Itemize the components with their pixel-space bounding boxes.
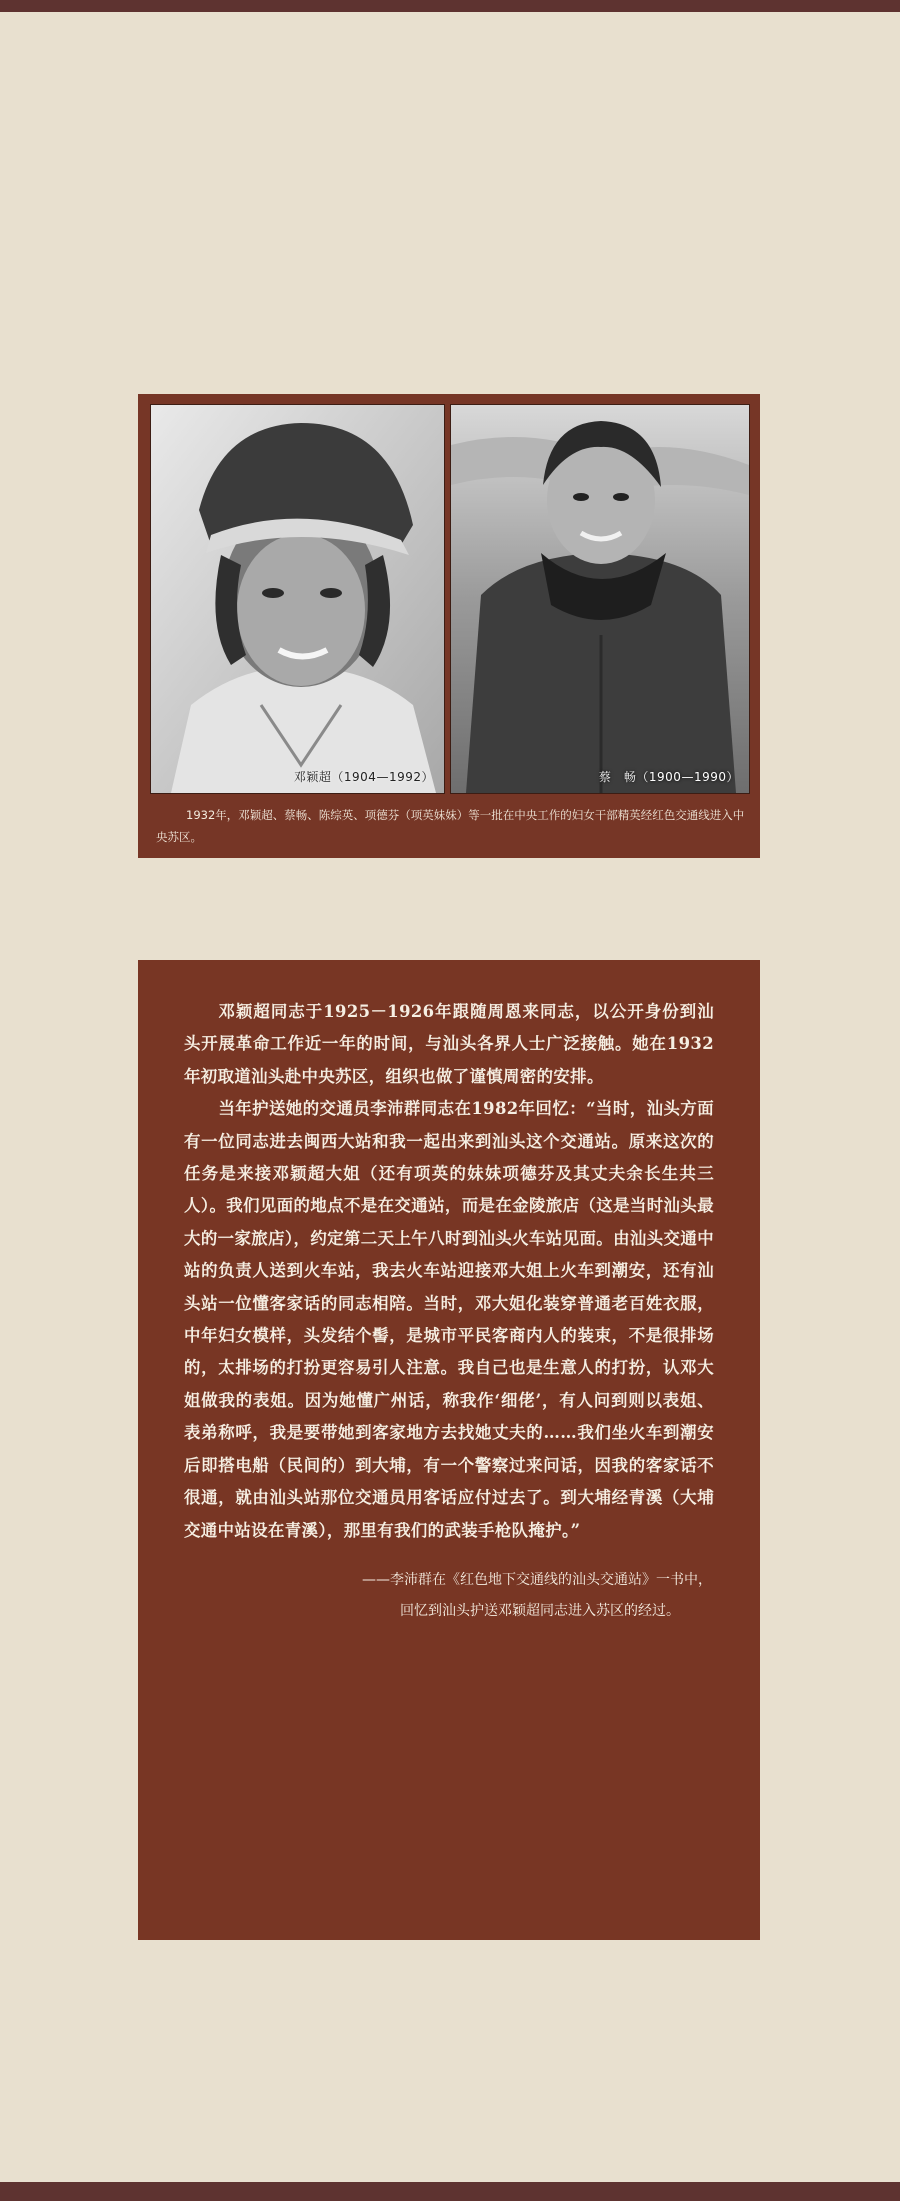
source-line: 回忆到汕头护送邓颖超同志进入苏区的经过。 — [400, 1602, 680, 1619]
source-citation — [184, 1565, 714, 1627]
bottom-border-bar — [0, 2182, 900, 2201]
portrait-image — [451, 405, 749, 793]
article-panel — [138, 960, 760, 1940]
photo-panel — [138, 394, 760, 858]
article-paragraph: 当年护送她的交通员李沛群同志在1982年回忆：“当时，汕头方面有一位同志进去闽西大站和我一起出来到汕头这个交通站。原来这次的任务是来接邓颖超大姐（还有项英的妹妹项德芬及其丈夫余长生共三人）。我们见面的地点不是在交通站，而是在金陵旅店（这是当时汕头最大的一家旅店），约定第二天上午八时到汕头火车站见面。由汕头交通中站的负责人送到火车站，我去火车站迎接邓大姐上火车到潮安，还有汕头站一位懂客家话的同志相陪。当时，邓大姐化装穿普通老百姓衣服，中年妇女模样，头发结个髻，是城市平民客商内人的装束，不是很排场的，太排场的打扮更容易引人注意。我自己也是生意人的打扮，认邓大姐做我的表姐。因为她懂广州话，称我作‘细佬’，有人问到则以表姐、表弟称呼，我是要带她到客家地方去找她丈夫的……我们坐火车到潮安后即搭电船（民间的）到大埔，有一个警察过来问话，因我的客家话不很通，就由汕头站那位交通员用客话应付过去了。到大埔经青溪（大埔交通中站设在青溪），那里有我们的武装手枪队掩护。” — [184, 1099, 714, 1540]
top-border-bar — [0, 0, 900, 12]
source-line: ——李沛群在《红色地下交通线的汕头交通站》一书中， — [362, 1571, 712, 1588]
photo-label: 邓颖超（1904—1992） — [293, 770, 434, 784]
photo-label: 蔡 畅（1900—1990） — [598, 770, 739, 784]
portrait-photo-cai-chang — [450, 404, 750, 794]
photo-caption: 1932年，邓颖超、蔡畅、陈综英、项德芬（项英妹妹）等一批在中央工作的妇女干部精英经红色交通线进入中央苏区。 — [156, 808, 745, 844]
portrait-image — [151, 405, 444, 793]
article-paragraph: 邓颖超同志于1925－1926年跟随周恩来同志，以公开身份到汕头开展革命工作近一年的时间，与汕头各界人士广泛接触。她在1932年初取道汕头赴中央苏区，组织也做了谨慎周密的安排。 — [184, 1002, 714, 1086]
portrait-photo-deng-yingchao — [150, 404, 445, 794]
